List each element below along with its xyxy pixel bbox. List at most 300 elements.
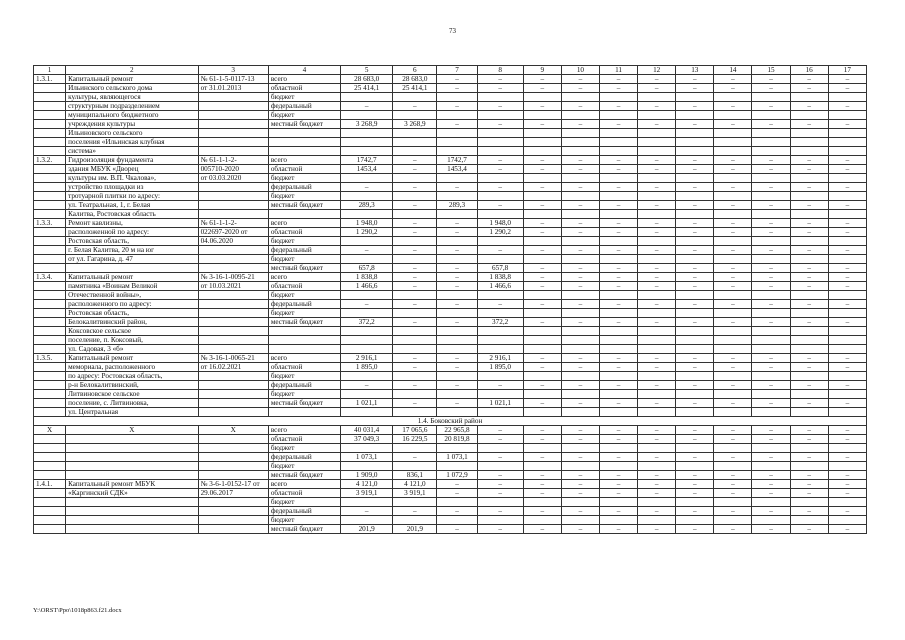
table-cell [477,147,523,156]
table-cell [341,309,393,318]
table-cell: – [437,318,477,327]
table-cell [561,93,599,102]
table-cell [828,237,866,246]
table-cell [790,138,828,147]
table-cell: – [393,102,437,111]
table-row [34,516,867,525]
table-cell: – [714,525,752,534]
table-cell [198,327,268,336]
table-cell: – [638,273,676,282]
table-cell [752,174,790,183]
table-cell: поселение, с. Литвиновка, [66,399,198,408]
table-cell [676,444,714,453]
table-cell [437,408,477,417]
table-cell [341,138,393,147]
table-cell: – [676,282,714,291]
table-cell: – [523,102,561,111]
table-cell: 25 414,1 [393,84,437,93]
table-cell [34,102,66,111]
table-cell: – [437,363,477,372]
table-cell: Х [66,426,198,435]
table-cell: – [599,273,637,282]
table-cell: – [599,264,637,273]
table-cell [34,390,66,399]
table-cell [34,507,66,516]
table-cell: – [477,165,523,174]
table-cell [341,147,393,156]
table-cell [437,129,477,138]
table-cell: – [561,282,599,291]
table-cell [34,264,66,273]
header-cell: 8 [477,66,523,75]
table-cell: бюджет [268,462,340,471]
table-cell: – [638,480,676,489]
table-cell: – [393,507,437,516]
table-cell: 1.3.2. [34,156,66,165]
table-row [34,282,867,291]
table-cell: – [714,246,752,255]
table-cell: – [393,300,437,309]
table-cell: бюджет [268,111,340,120]
table-cell: от 31.01.2013 [198,84,268,93]
table-cell: – [828,489,866,498]
table-cell [752,345,790,354]
table-cell: бюджет [268,444,340,453]
table-cell: – [638,300,676,309]
table-cell: – [437,525,477,534]
table-cell [523,129,561,138]
table-cell [34,453,66,462]
table-cell: бюджет [268,498,340,507]
table-body [34,75,867,534]
table-cell [676,462,714,471]
table-cell: – [676,201,714,210]
table-cell: – [437,264,477,273]
table-row [34,426,867,435]
table-cell [828,516,866,525]
table-cell: – [752,84,790,93]
table-cell: – [828,453,866,462]
table-cell [393,444,437,453]
table-row [34,237,867,246]
table-cell: муниципального бюджетного [66,111,198,120]
table-cell: – [393,453,437,462]
table-cell: 022697-2020 от [198,228,268,237]
table-cell: – [523,84,561,93]
table-cell [676,255,714,264]
table-cell: – [828,525,866,534]
table-cell [638,210,676,219]
table-cell: – [676,246,714,255]
table-cell: – [828,273,866,282]
table-cell [66,498,198,507]
table-cell [676,345,714,354]
table-cell [437,138,477,147]
table-cell [752,462,790,471]
table-cell: 3 268,9 [341,120,393,129]
table-cell [752,138,790,147]
table-cell [714,408,752,417]
table-cell [523,372,561,381]
table-cell: – [828,84,866,93]
table-cell: – [599,363,637,372]
table-cell: по адресу: Ростовская область, [66,372,198,381]
table-cell [393,237,437,246]
table-cell [714,210,752,219]
table-cell: 1.3.4. [34,273,66,282]
table-cell: 28 683,0 [341,75,393,84]
table-cell: 1 895,0 [341,363,393,372]
table-cell: – [638,381,676,390]
table-cell: – [437,489,477,498]
table-cell [599,192,637,201]
table-cell: – [714,471,752,480]
table-cell [477,291,523,300]
table-cell: – [676,264,714,273]
table-cell: – [752,102,790,111]
table-cell: ул. Театральная, 1, г. Белая [66,201,198,210]
table-cell: – [752,183,790,192]
table-cell [523,516,561,525]
table-cell [561,210,599,219]
table-cell: – [437,282,477,291]
table-cell [790,372,828,381]
table-cell [198,390,268,399]
table-cell: – [714,399,752,408]
table-cell [34,408,66,417]
table-cell [477,192,523,201]
table-cell: всего [268,156,340,165]
header-cell: 1 [34,66,66,75]
table-cell [66,525,198,534]
table-cell [393,408,437,417]
table-cell [714,516,752,525]
table-cell: бюджет [268,291,340,300]
table-cell: – [523,282,561,291]
table-cell [790,498,828,507]
table-cell: – [437,228,477,237]
table-cell: – [790,453,828,462]
table-cell: – [638,120,676,129]
table-cell [523,444,561,453]
table-row [34,273,867,282]
table-cell: – [714,75,752,84]
table-cell [752,336,790,345]
table-cell: – [752,246,790,255]
table-cell: 1 073,1 [341,453,393,462]
table-cell [34,462,66,471]
table-cell [437,462,477,471]
table-cell: – [828,183,866,192]
table-cell: областной [268,165,340,174]
table-cell: – [828,471,866,480]
table-cell [437,192,477,201]
table-cell: 1742,7 [341,156,393,165]
table-cell: – [676,399,714,408]
table-cell: – [714,435,752,444]
table-cell: – [523,75,561,84]
table-cell [437,498,477,507]
table-cell [268,210,340,219]
table-cell: – [790,480,828,489]
table-cell [714,336,752,345]
table-cell [34,138,66,147]
table-cell [714,327,752,336]
table-cell: 29.06.2017 [198,489,268,498]
table-cell [341,255,393,264]
table-cell [599,111,637,120]
table-cell [437,174,477,183]
table-cell: 289,3 [437,201,477,210]
table-cell [34,246,66,255]
table-cell [393,516,437,525]
table-cell: – [638,102,676,111]
table-cell: 4 121,0 [393,480,437,489]
table-cell: – [752,264,790,273]
table-cell: 1 072,9 [437,471,477,480]
table-cell [676,498,714,507]
table-cell: 1 290,2 [341,228,393,237]
table-cell: – [523,165,561,174]
table-cell: – [599,120,637,129]
table-cell: – [638,165,676,174]
table-cell: – [828,363,866,372]
table-cell: – [638,453,676,462]
table-cell: 1 466,6 [477,282,523,291]
table-cell: – [437,75,477,84]
table-cell [714,237,752,246]
table-cell [599,390,637,399]
table-cell: 1 021,1 [341,399,393,408]
table-cell [341,129,393,138]
table-cell [599,327,637,336]
table-cell: 2 916,1 [477,354,523,363]
table-cell [561,444,599,453]
page-number: 73 [449,27,456,35]
table-cell: федеральный [268,381,340,390]
table-cell: – [714,381,752,390]
table-cell: – [790,381,828,390]
table-cell [599,462,637,471]
table-row [34,201,867,210]
table-cell: – [638,507,676,516]
table-cell: – [790,246,828,255]
table-cell [790,444,828,453]
table-cell: – [790,363,828,372]
table-cell: – [828,354,866,363]
table-cell: – [599,201,637,210]
table-cell [638,408,676,417]
table-cell: – [477,201,523,210]
table-cell [393,372,437,381]
table-cell: – [790,507,828,516]
header-cell: 4 [268,66,340,75]
table-cell: – [523,525,561,534]
table-cell [437,237,477,246]
table-cell [477,408,523,417]
table-cell: 289,3 [341,201,393,210]
table-cell [638,516,676,525]
table-cell: – [561,273,599,282]
table-cell: – [752,381,790,390]
table-cell [714,372,752,381]
table-cell [198,516,268,525]
table-cell: – [393,363,437,372]
table-cell [714,345,752,354]
table-cell: – [828,381,866,390]
table-row [34,84,867,93]
table-cell [752,327,790,336]
table-cell: – [638,282,676,291]
table-cell: бюджет [268,237,340,246]
table-cell: – [790,183,828,192]
table-cell [34,93,66,102]
table-cell: – [437,246,477,255]
table-cell: мемориала, расположенного [66,363,198,372]
table-cell: – [393,201,437,210]
table-cell: – [714,84,752,93]
table-row [34,291,867,300]
table-cell: – [523,156,561,165]
table-cell: Ростовская область, [66,237,198,246]
table-cell: – [561,363,599,372]
header-cell: 2 [66,66,198,75]
table-row [34,93,867,102]
table-cell: – [477,471,523,480]
table-cell: – [477,435,523,444]
table-cell: – [523,201,561,210]
table-cell: – [752,435,790,444]
table-cell [437,444,477,453]
table-cell [198,300,268,309]
table-cell [561,408,599,417]
table-cell [34,363,66,372]
table-cell: – [676,480,714,489]
table-cell [66,471,198,480]
table-cell: – [676,318,714,327]
table-cell [393,93,437,102]
table-cell [790,516,828,525]
table-cell: – [523,426,561,435]
table-row [34,462,867,471]
table-cell [638,309,676,318]
table-cell [34,516,66,525]
table-cell: «Каргинский СДК» [66,489,198,498]
table-cell [268,345,340,354]
table-cell: 372,2 [477,318,523,327]
table-cell: федеральный [268,507,340,516]
table-cell [34,147,66,156]
table-cell [790,129,828,138]
file-path-footer: Y:\ORST\Ppo\1018p863.f21.docx [33,607,122,614]
header-cell: 7 [437,66,477,75]
table-cell: местный бюджет [268,201,340,210]
table-cell: – [828,201,866,210]
table-row [34,345,867,354]
table-cell: – [828,399,866,408]
table-cell: 1.3.3. [34,219,66,228]
table-cell: – [393,246,437,255]
table-cell [561,327,599,336]
table-cell [676,408,714,417]
table-cell [198,507,268,516]
table-cell [561,462,599,471]
table-cell: расположенного по адресу: [66,300,198,309]
table-cell [638,372,676,381]
table-cell: местный бюджет [268,318,340,327]
table-cell [676,291,714,300]
table-cell: – [638,228,676,237]
table-cell: расположенной по адресу: [66,228,198,237]
table-cell [393,111,437,120]
table-cell: – [393,156,437,165]
table-cell [828,192,866,201]
table-cell [198,399,268,408]
table-cell [561,237,599,246]
table-cell [790,210,828,219]
table-row [34,444,867,453]
table-cell [393,498,437,507]
header-cell: 13 [676,66,714,75]
table-cell: – [561,120,599,129]
table-cell: бюджет [268,516,340,525]
table-cell [714,390,752,399]
table-cell: – [752,354,790,363]
table-cell: федеральный [268,246,340,255]
table-cell: – [561,480,599,489]
table-cell [341,372,393,381]
table-cell [523,327,561,336]
table-cell [437,147,477,156]
table-cell: культуры им. В.П. Чкалова», [66,174,198,183]
table-cell: – [477,507,523,516]
table-cell [34,120,66,129]
table-cell: – [714,219,752,228]
table-cell [752,210,790,219]
table-cell [477,129,523,138]
table-cell: – [523,219,561,228]
table-cell: областной [268,228,340,237]
table-cell: – [561,84,599,93]
table-row [34,264,867,273]
table-cell [714,498,752,507]
table-cell [268,138,340,147]
table-cell: 1 838,8 [341,273,393,282]
table-cell: – [714,282,752,291]
table-cell: – [638,363,676,372]
table-cell: – [561,318,599,327]
table-cell: всего [268,75,340,84]
table-cell: – [714,489,752,498]
table-cell: – [676,75,714,84]
table-cell [198,435,268,444]
table-cell: бюджет [268,255,340,264]
table-cell [676,192,714,201]
table-cell: – [437,354,477,363]
table-cell [561,309,599,318]
table-cell [393,291,437,300]
table-cell [523,174,561,183]
table-cell: – [828,426,866,435]
table-cell [752,372,790,381]
table-cell: – [599,381,637,390]
table-cell [341,390,393,399]
table-cell [523,408,561,417]
table-cell: – [752,525,790,534]
table-cell: 25 414,1 [341,84,393,93]
table-cell [34,489,66,498]
table-cell: – [599,246,637,255]
